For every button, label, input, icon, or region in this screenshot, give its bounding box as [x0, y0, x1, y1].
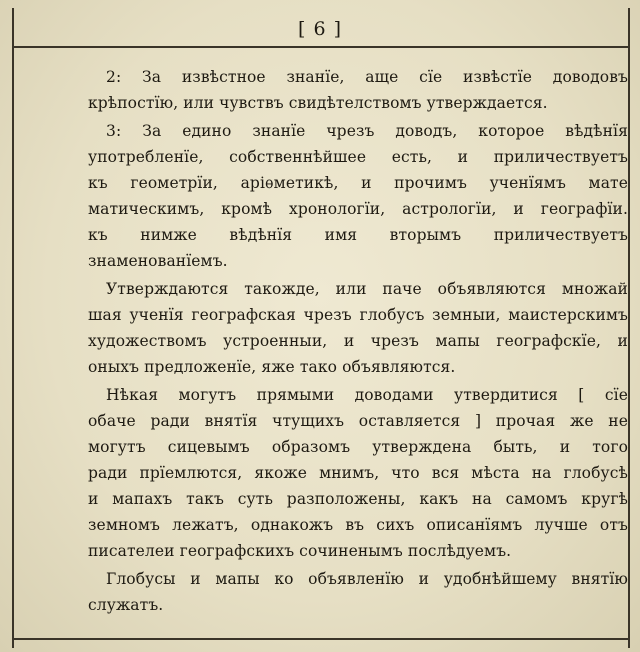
text-line: къ геометрїи, аріѳметикѣ, и прочимъ ученїямъ мате — [88, 174, 628, 192]
text-line: земномъ лежатъ, однакожъ въ сихъ описанїямъ лучше отъ — [88, 516, 628, 534]
text-line: писателеи географскихъ сочиненымъ послѣдуемъ. — [88, 542, 512, 560]
text-line: оныхъ предложенїе, яже тако объявляются. — [88, 358, 456, 376]
text-line: крѣпостїю, или чувствъ свидѣтелствомъ утверждается. — [88, 94, 548, 112]
text-line: Утверждаются такожде, или паче объявляются множай — [106, 280, 628, 298]
text-line: ради прїемлются, якоже мнимъ, что вся мѣста на глобусѣ — [88, 464, 628, 482]
text-line: служатъ. — [88, 596, 164, 614]
footer-rule — [12, 638, 630, 640]
text-line: Нѣкая могутъ прямыми доводами утвердитися [ сїе — [106, 386, 628, 404]
text-line: матическимъ, кромѣ хронологїи, астрологїи, и географїи. — [88, 200, 628, 218]
text-line: Глобусы и мапы ко объявленїю и удобнѣйшему внятїю — [106, 570, 628, 588]
page-number: [ 6 ] — [298, 18, 342, 40]
text-line: шая ученїя географская чрезъ глобусъ земныи, маистерскимъ — [88, 306, 628, 324]
text-line: употребленїе, собственнѣйшее есть, и приличествуетъ — [88, 148, 628, 166]
text-line: художествомъ устроенныи, и чрезъ мапы географскїе, и — [88, 332, 628, 350]
text-line: могутъ сицевымъ образомъ утверждена быть, и того — [88, 438, 628, 456]
text-line: и мапахъ такъ суть разположены, какъ на самомъ кругѣ — [88, 490, 628, 508]
text-line: знаменованїемъ. — [88, 252, 228, 270]
header-rule — [12, 46, 630, 48]
text-line: 2: За извѣстное знанїе, аще сїе извѣстїе доводовъ — [106, 68, 628, 86]
text-line: 3: За едино знанїе чрезъ доводъ, которое вѣдѣнїя — [106, 122, 628, 140]
text-line: къ нимже вѣдѣнїя имя вторымъ приличествуетъ — [88, 226, 628, 244]
text-line: обаче ради внятїя чтущихъ оставляется ] прочая же не — [88, 412, 628, 430]
